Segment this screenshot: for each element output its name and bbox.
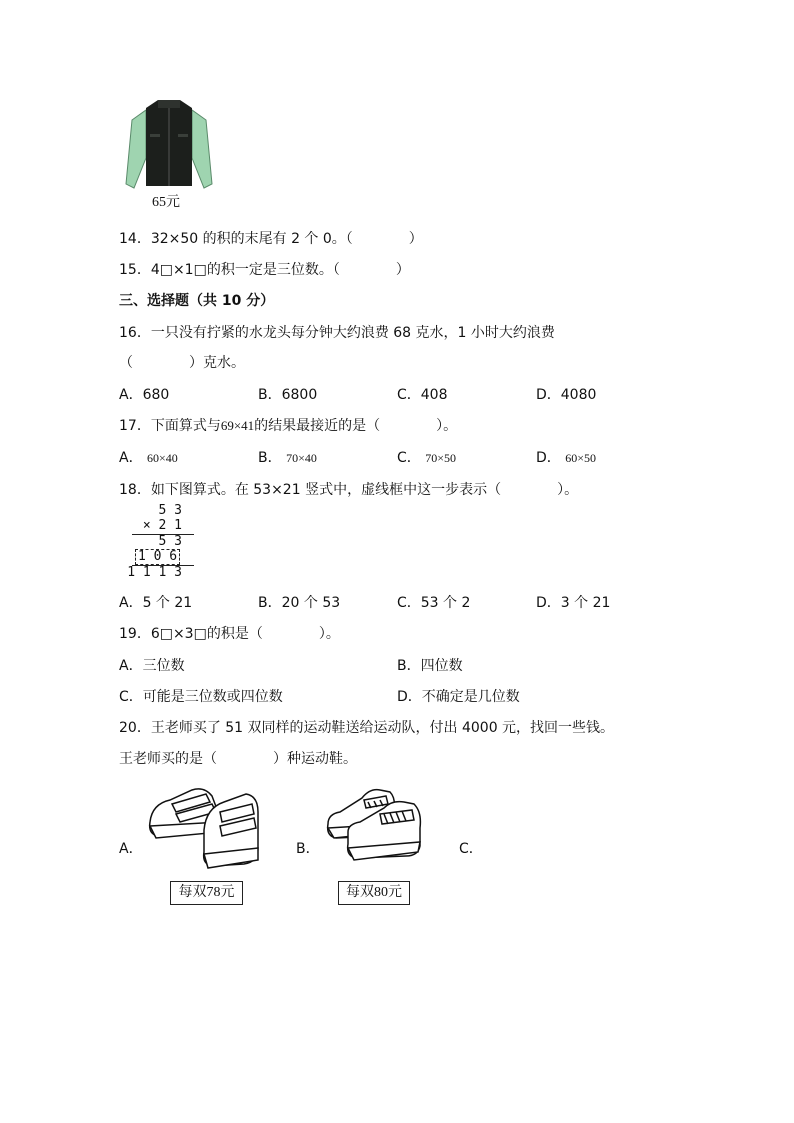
section-3-heading: 三、选择题（共 10 分） [119, 293, 275, 309]
q17-option-a-label: A． [119, 450, 143, 466]
q17-option-a-expr: 60×40 [147, 451, 178, 465]
question-17-expr: 69×41 [220, 418, 255, 433]
q16-option-c[interactable]: C．408 [397, 387, 448, 403]
q17-option-c[interactable] [397, 447, 456, 467]
q17-option-c-expr: 70×50 [425, 451, 457, 465]
q17-option-b-expr: 70×40 [286, 451, 317, 465]
question-14: 14．32×50 的积的末尾有 2 个 0。（ ） [119, 231, 423, 247]
vm-row3: 5 3 [158, 534, 182, 549]
sneakers-image [324, 784, 426, 878]
question-20-line1: 20．王老师买了 51 双同样的运动鞋送给运动队，付出 4000 元，找回一些钱。 [119, 720, 615, 736]
vm-row1: 5 3 [158, 503, 182, 518]
q17-option-c-label: C． [397, 450, 421, 466]
q20-option-a[interactable]: A． [119, 841, 143, 857]
vm-row5: 1 1 1 3 [127, 565, 182, 580]
q19-option-d[interactable]: D．不确定是几位数 [397, 689, 520, 705]
q17-option-d-expr: 60×50 [565, 451, 597, 465]
question-17-suffix: 的结果最接近的是（ ）。 [254, 418, 458, 434]
q19-option-c[interactable]: C．可能是三位数或四位数 [119, 689, 283, 705]
price-tag-b: 每双80元 [338, 881, 410, 905]
question-20-line2: 王老师买的是（ ）种运动鞋。 [119, 751, 357, 767]
q20-option-b[interactable]: B． [296, 841, 320, 857]
q17-option-b[interactable] [258, 447, 317, 467]
price-tag-a: 每双78元 [170, 881, 243, 905]
question-15: 15．4□×1□的积一定是三位数。（ ） [119, 262, 410, 278]
question-17-prefix: 17．下面算式与 [119, 418, 221, 434]
q19-option-b[interactable]: B．四位数 [397, 658, 463, 674]
q17-option-d-label: D． [536, 450, 561, 466]
question-19: 19．6□×3□的积是（ ）。 [119, 626, 340, 642]
q19-option-a[interactable]: A．三位数 [119, 658, 185, 674]
q16-option-d[interactable]: D．4080 [536, 387, 597, 403]
jacket-price: 65元 [152, 195, 180, 210]
vm-row4-dashed-box: 1 0 6 [135, 549, 180, 565]
question-16-line2: （ ）克水。 [119, 355, 245, 371]
q18-option-b[interactable]: B．20 个 53 [258, 595, 341, 611]
velcro-shoes-image [146, 782, 264, 874]
question-16-line1: 16．一只没有拧紧的水龙头每分钟大约浪费 68 克水，1 小时大约浪费 [119, 325, 555, 341]
q16-option-a[interactable]: A．680 [119, 387, 170, 403]
vm-row2: × 2 1 [142, 518, 182, 533]
q18-option-a[interactable]: A．5 个 21 [119, 595, 193, 611]
q17-option-a[interactable] [119, 447, 178, 467]
q16-option-b[interactable]: B．6800 [258, 387, 318, 403]
question-17 [119, 415, 457, 435]
question-18: 18．如下图算式。在 53×21 竖式中，虚线框中这一步表示（ ）。 [119, 482, 579, 498]
jacket-image [124, 98, 214, 194]
q20-option-c[interactable]: C． [459, 841, 483, 857]
vertical-multiplication [124, 503, 200, 583]
q18-option-d[interactable]: D．3 个 21 [536, 595, 611, 611]
q17-option-d[interactable] [536, 447, 596, 467]
q18-option-c[interactable]: C．53 个 2 [397, 595, 471, 611]
q17-option-b-label: B． [258, 450, 282, 466]
